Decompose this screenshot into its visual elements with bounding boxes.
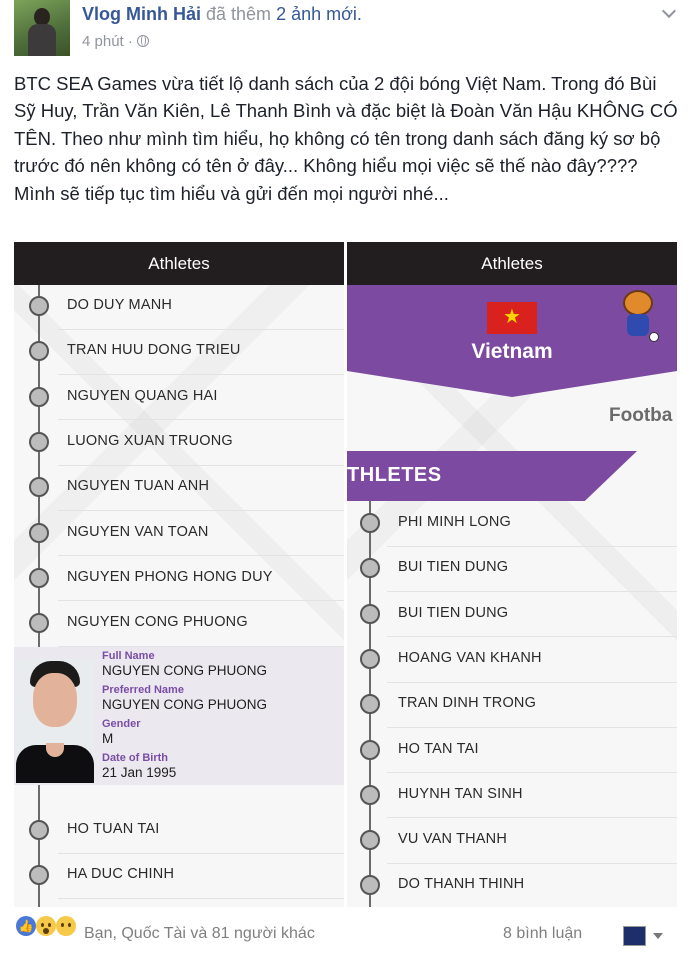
full-name-value: NGUYEN CONG PHUONG xyxy=(102,663,268,678)
timeline-line xyxy=(38,785,40,907)
timeline-node xyxy=(360,740,380,760)
post-author-line xyxy=(82,4,362,25)
flag-star-icon: ★ xyxy=(503,306,521,328)
timeline-node xyxy=(29,613,49,633)
sad-reaction-icon[interactable] xyxy=(56,916,76,936)
timeline-node xyxy=(360,604,380,624)
row-divider xyxy=(387,546,677,547)
row-divider xyxy=(387,727,677,728)
athlete-name[interactable]: NGUYEN TUAN ANH xyxy=(67,478,210,495)
timeline-node xyxy=(360,649,380,669)
mascot-icon xyxy=(615,290,663,346)
comments-count[interactable]: 8 bình luận xyxy=(503,925,583,942)
athlete-name[interactable]: NGUYEN CONG PHUONG xyxy=(67,614,248,631)
timeline-node xyxy=(29,387,49,407)
athlete-name[interactable]: HO TAN TAI xyxy=(398,740,479,757)
post-meta xyxy=(82,33,149,50)
row-divider xyxy=(58,329,344,330)
dob-label: Date of Birth xyxy=(102,752,168,764)
full-name-label: Full Name xyxy=(102,650,155,662)
country-name: Vietnam xyxy=(471,340,553,363)
dob-value: 21 Jan 1995 xyxy=(102,765,177,780)
row-divider xyxy=(387,817,677,818)
athlete-name[interactable]: BUI TIEN DUNG xyxy=(398,604,509,621)
athlete-name[interactable]: PHI MINH LONG xyxy=(398,514,511,530)
preferred-name-label: Preferred Name xyxy=(102,684,184,696)
athlete-name[interactable]: NGUYEN PHONG HONG DUY xyxy=(67,568,273,585)
post-action-text: đã thêm xyxy=(206,4,272,24)
row-divider xyxy=(58,600,344,601)
meta-separator: · xyxy=(127,33,133,50)
athlete-name[interactable]: DO THANH THINH xyxy=(398,876,525,893)
timeline-node xyxy=(29,432,49,452)
athlete-name[interactable]: DO DUY MANH xyxy=(67,297,173,313)
post-body-text: BTC SEA Games vừa tiết lộ danh sách của 2 đội bóng Việt Nam. Trong đó Bùi Sỹ Huy, Trần Văn Kiên, Lê Thanh Bình và đặc biệt là Đoàn Văn Hậu KHÔNG CÓ TÊN. Theo như mình tìm hiểu, họ không có tên trong danh sách đăng ký sơ bộ trước đó nên không có tên ở đây... Không hiểu mọi việc sẽ thế nào đây???? Mình sẽ tiếp tục tìm hiểu và gửi đến mọi người nhé... xyxy=(14,73,678,204)
post-time-link[interactable]: 4 phút xyxy=(82,33,124,50)
gender-value: M xyxy=(102,731,114,746)
timeline-node xyxy=(29,568,49,588)
like-reaction-icon[interactable]: 👍 xyxy=(16,916,36,936)
timeline-node xyxy=(29,523,49,543)
wow-reaction-icon[interactable] xyxy=(36,916,56,936)
timeline-node xyxy=(29,865,49,885)
globe-icon[interactable] xyxy=(137,35,149,47)
row-divider xyxy=(387,682,677,683)
athlete-name[interactable]: HUYNH TAN SINH xyxy=(398,785,523,802)
row-divider xyxy=(58,898,344,899)
sport-label: Footba xyxy=(609,405,673,426)
timeline-node xyxy=(29,820,49,840)
viewer-avatar[interactable] xyxy=(623,926,646,946)
athlete-name[interactable]: HO TUAN TAI xyxy=(67,821,160,837)
athlete-name[interactable]: LUONG XUAN TRUONG xyxy=(67,432,233,449)
timeline-node xyxy=(29,296,49,316)
photo-count-link[interactable]: 2 ảnh mới. xyxy=(276,4,362,24)
row-divider xyxy=(58,419,344,420)
athlete-name[interactable]: BUI TIEN DUNG xyxy=(398,559,509,576)
athlete-name[interactable]: HA DUC CHINH xyxy=(67,866,175,882)
gender-label: Gender xyxy=(102,718,141,730)
athlete-name[interactable]: TRAN DINH TRONG xyxy=(398,695,537,712)
author-avatar[interactable] xyxy=(14,0,70,56)
row-divider xyxy=(58,853,344,854)
panel-header-left: Athletes xyxy=(14,242,344,285)
timeline-node xyxy=(360,830,380,850)
athlete-list-image-right[interactable] xyxy=(347,242,677,907)
athlete-list-image-left[interactable] xyxy=(14,242,344,907)
reaction-summary[interactable]: Bạn, Quốc Tài và 81 người khác xyxy=(84,925,315,942)
athletes-section-title: THLETES xyxy=(347,464,442,486)
athlete-name[interactable]: NGUYEN VAN TOAN xyxy=(67,523,209,540)
athlete-name[interactable]: NGUYEN QUANG HAI xyxy=(67,387,218,404)
athlete-detail-card xyxy=(14,647,344,785)
row-divider xyxy=(58,374,344,375)
row-divider xyxy=(387,591,677,592)
timeline-node xyxy=(360,513,380,533)
chevron-down-icon[interactable] xyxy=(662,4,676,18)
row-divider xyxy=(58,510,344,511)
reaction-selector-chevron-icon[interactable] xyxy=(653,933,663,939)
athlete-name[interactable]: VU VAN THANH xyxy=(398,831,508,848)
timeline-line xyxy=(38,285,40,647)
preferred-name-value: NGUYEN CONG PHUONG xyxy=(102,697,268,712)
row-divider xyxy=(387,863,677,864)
panel-header-right: Athletes xyxy=(347,242,677,285)
row-divider xyxy=(58,555,344,556)
timeline-node xyxy=(360,785,380,805)
author-name-link[interactable]: Vlog Minh Hải xyxy=(82,4,201,24)
row-divider xyxy=(58,465,344,466)
athlete-name[interactable]: HOANG VAN KHANH xyxy=(398,649,542,666)
row-divider xyxy=(387,772,677,773)
athlete-name[interactable]: TRAN HUU DONG TRIEU xyxy=(67,342,241,359)
athlete-photo xyxy=(16,659,94,783)
row-divider xyxy=(387,636,677,637)
